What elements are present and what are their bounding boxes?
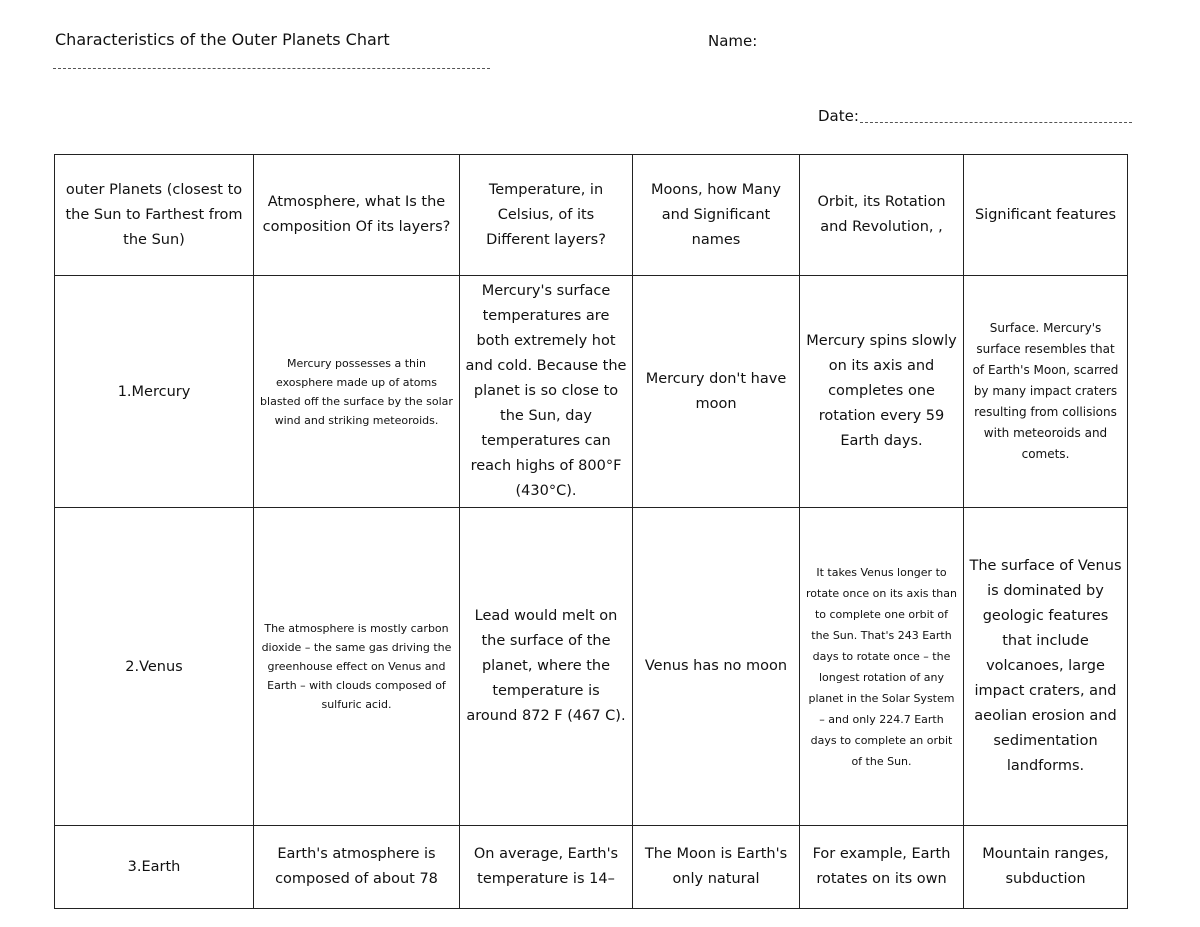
table-header-row [55,155,1128,276]
moons-cell: The Moon is Earth's only natural [633,826,800,909]
column-header-temperature: Temperature, in Celsius, of its Different layers? [460,155,633,276]
moons-cell: Venus has no moon [633,508,800,826]
table-row [55,276,1128,508]
column-header-orbit: Orbit, its Rotation and Revolution, , [800,155,964,276]
date-blank-line[interactable] [860,122,1132,123]
atmosphere-cell: Mercury possesses a thin exosphere made up of atoms blasted off the surface by the solar wind and striking meteoroids. [254,276,460,508]
features-cell: Mountain ranges, subduction [964,826,1128,909]
temperature-cell: Lead would melt on the surface of the planet, where the temperature is around 872 F (467 C). [460,508,633,826]
moons-cell: Mercury don't have moon [633,276,800,508]
temperature-cell: Mercury's surface temperatures are both extremely hot and cold. Because the planet is so close to the Sun, day temperatures can reach highs of 800°F (430°C). [460,276,633,508]
atmosphere-cell: Earth's atmosphere is composed of about 78 [254,826,460,909]
title-underline [53,68,490,69]
orbit-cell: Mercury spins slowly on its axis and completes one rotation every 59 Earth days. [800,276,964,508]
column-header-features: Significant features [964,155,1128,276]
column-header-atmosphere: Atmosphere, what Is the composition Of its layers? [254,155,460,276]
orbit-cell: For example, Earth rotates on its own [800,826,964,909]
planet-name-cell: 3.Earth [55,826,254,909]
date-label: Date: [818,107,859,125]
temperature-cell: On average, Earth's temperature is 14– [460,826,633,909]
table-row [55,826,1128,909]
name-label: Name: [708,32,758,50]
features-cell: The surface of Venus is dominated by geologic features that include volcanoes, large impact craters, and aeolian erosion and sedimentation landforms. [964,508,1128,826]
planet-name-cell: 2.Venus [55,508,254,826]
atmosphere-cell: The atmosphere is mostly carbon dioxide – the same gas driving the greenhouse effect on Venus and Earth – with clouds composed of sulfuric acid. [254,508,460,826]
column-header-planets: outer Planets (closest to the Sun to Farthest from the Sun) [55,155,254,276]
planets-chart-table [54,154,1128,909]
page-title: Characteristics of the Outer Planets Chart [55,30,390,49]
orbit-cell: It takes Venus longer to rotate once on its axis than to complete one orbit of the Sun. That's 243 Earth days to rotate once – the longest rotation of any planet in the Solar System – and only 224.7 Earth days to complete an orbit of the Sun. [800,508,964,826]
column-header-moons: Moons, how Many and Significant names [633,155,800,276]
table-row [55,508,1128,826]
planet-name-cell: 1.Mercury [55,276,254,508]
features-cell: Surface. Mercury's surface resembles that of Earth's Moon, scarred by many impact craters resulting from collisions with meteoroids and comets. [964,276,1128,508]
